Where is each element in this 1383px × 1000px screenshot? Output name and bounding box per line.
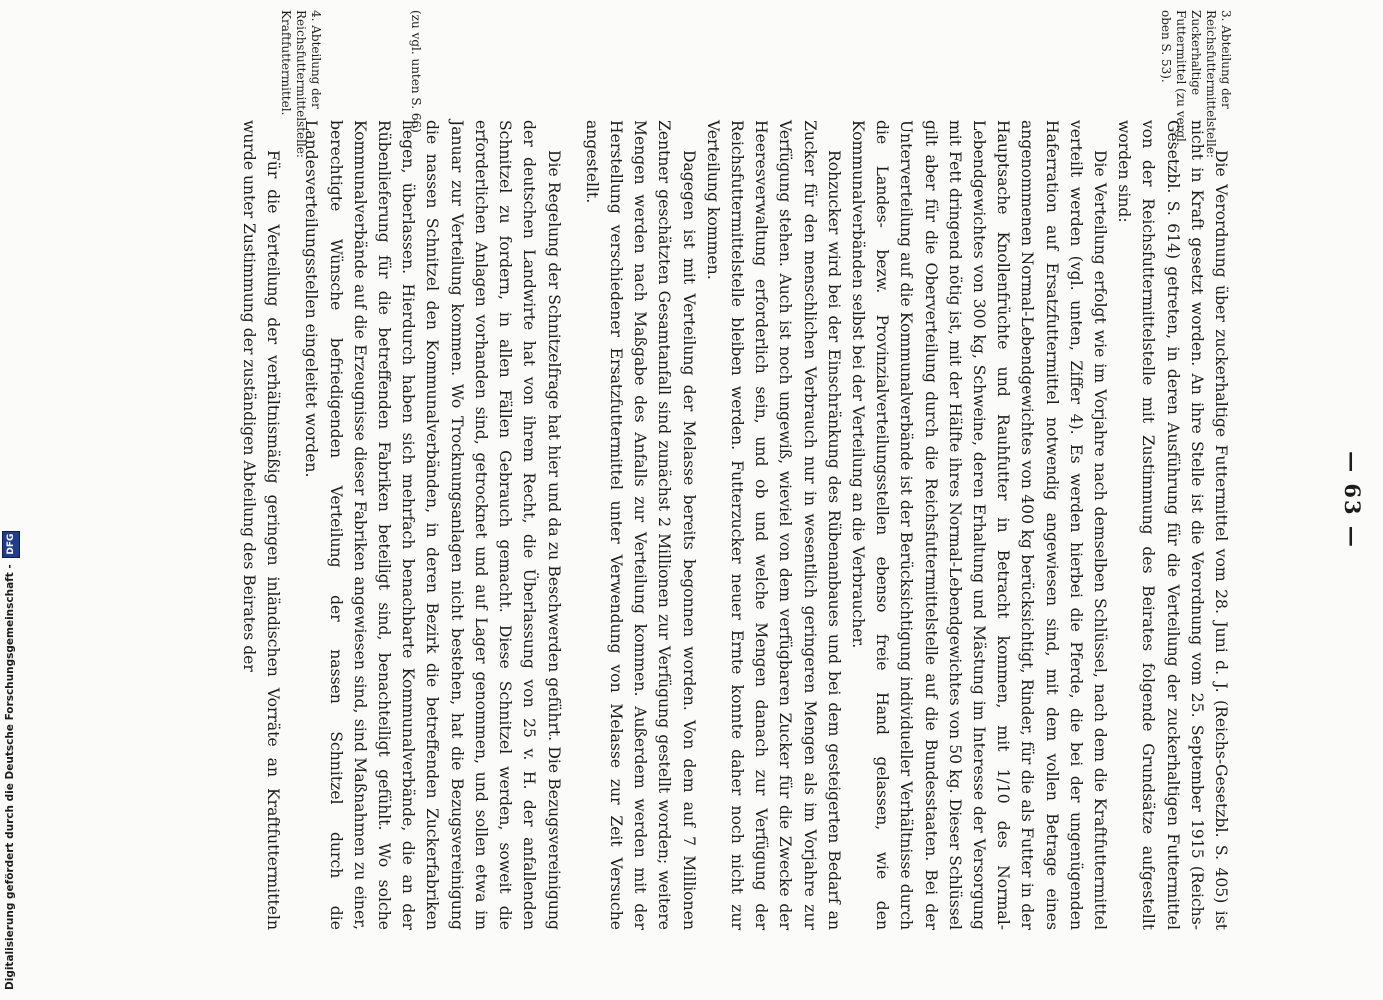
credit-text: Digitalisierung gefördert durch die Deutsche Forschungsgemeinschaft -: [4, 564, 16, 990]
sidenote-reference: (zu vgl. unten S. 66): [409, 10, 423, 133]
paragraph: Rohzucker wird bei der Einschränkung des Rübenanbaues und bei dem gesteigerten Bedarf an Zucker für den menschlichen Verbrauch nur in wesentlich geringeren Mengen als im Vorjahre zur Verfügung stehen. Auch ist noch ungewiß, wieviel von dem verfügbaren Zucker für die Zwecke der Heeresverwaltung erforderlich sein, und ob und welche Mengen danach zur Verfügung der Reichsfuttermittelstelle bleiben werden. Futterzucker neuer Ernte konnte daher noch nicht zur Verteilung kommen.: [703, 120, 843, 930]
paragraph: Die Verteilung erfolgt wie im Vorjahre nach demselben Schlüssel, nach dem die Kraftfuttermittel verteilt werden (vgl. unten, Ziffer 4). Es werden hierbei die Pferde, die bei der ungenügenden Haferration auf Ersatzfuttermittel notwendig angewiesen sind, mit dem vollen Betrage eines angenommenen Normal-Lebendgewichtes von 400 kg berücksichtigt, Rinder, für die als Futter in der Hauptsache Knollenfrüchte und Rauhfutter in Betracht kommen, mit 1/10 des Normal-Lebendgewichtes von 300 kg, Schweine, deren Erhaltung und Mästung im Interesse der Versorgung mit Fett dringend nötig ist, mit der Hälfte ihres Normal-Lebendgewichtes von 50 kg. Dieser Schlüssel gilt aber für die Oberverteilung durch die Reichsfuttermittelstelle auf die Bundesstaaten. Bei der Unterverteilung auf die Kommunalverbände ist der Berücksichtigung individueller Verhältnisse durch die Landes- bezw. Provinzialverteilungsstellen ebenso freie Hand gelassen, wie den Kommunalverbänden selbst bei der Verteilung an die Verbraucher.: [848, 120, 1109, 930]
dfg-logo: DFG: [2, 531, 20, 558]
paragraph: Für die Verteilung der verhältnismäßig geringen inländischen Vorräte an Kraftfuttermitteln wurde unter Zustimmung der zuständigen Abteilung des Beirates der: [240, 120, 283, 930]
paragraph: Die Verordnung über zuckerhaltige Futtermittel vom 28. Juni d. J. (Reichs-Gesetzbl. S. 405) ist nicht in Kraft gesetzt worden. An ihre Stelle ist die Verordnung vom 25. September 1915 (Reichs-Gesetzbl. S. 614) getreten, in deren Ausführung für die Verteilung der zuckerhaltigen Futtermittel von der Reichsfuttermittelstelle mit Zustimmung des Beirates folgende Grundsätze aufgestellt worden sind:: [1115, 120, 1230, 930]
paragraph: Dagegen ist mit Verteilung der Melasse bereits begonnen worden. Von dem auf 7 Millionen Zentner geschätzten Gesamtanfall sind zunächst 2 Millionen zur Verfügung gestellt worden; weitere Mengen werden nach Maßgabe des Anfalls zur Verteilung kommen. Außerdem werden mit der Herstellung verschiedener Ersatzfuttermittel unter Verwendung von Melasse zur Zeit Versuche angestellt.: [582, 120, 698, 930]
paragraph: Die Regelung der Schnitzelfrage hat hier und da zu Beschwerden geführt. Die Bezugsvereinigung der deutschen Landwirte hat von ihrem Recht, die Überlassung von 25 v. H. der anfallenden Schnitzel zu fordern, in allen Fällen Gebrauch gemacht. Diese Schnitzel werden, soweit die erforderlichen Anlagen vorhanden sind, getrocknet und auf Lager genommen, und sollen etwa im Januar zur Verteilung kommen. Wo Trocknungsanlagen nicht bestehen, hat die Bezugsvereinigung die nassen Schnitzel den Kommunalverbänden, in deren Bezirk die betreffenden Zuckerfabriken liegen, überlassen. Hierdurch haben sich mehrfach benachbarte Kommunalverbände, die an der Rübenlieferung für die betreffenden Fabriken beteiligt sind, benachteiligt gefühlt. Wo solche Kommunalverbände auf die Erzeugnisse dieser Fabriken angewiesen sind, sind Maßnahmen zu einer, berechtigte Wünsche befriedigenden Verteilung der nassen Schnitzel durch die Landesverteilungsstellen eingeleitet worden.: [302, 120, 563, 930]
digitization-credit: [2, 533, 22, 990]
sidenote-abteilung-3: 3. Abteilung der Reichsfuttermittelstelle: Zuckerhaltige Futtermittel (zu vergl. oben S. 53).: [1159, 10, 1233, 158]
sidenote-abteilung-4: 4. Abteilung der Reichsfuttermittelstelle: Kraftfuttermittel.: [279, 10, 323, 158]
page-number: — 63 —: [1340, 451, 1365, 549]
main-text: [237, 120, 1233, 930]
